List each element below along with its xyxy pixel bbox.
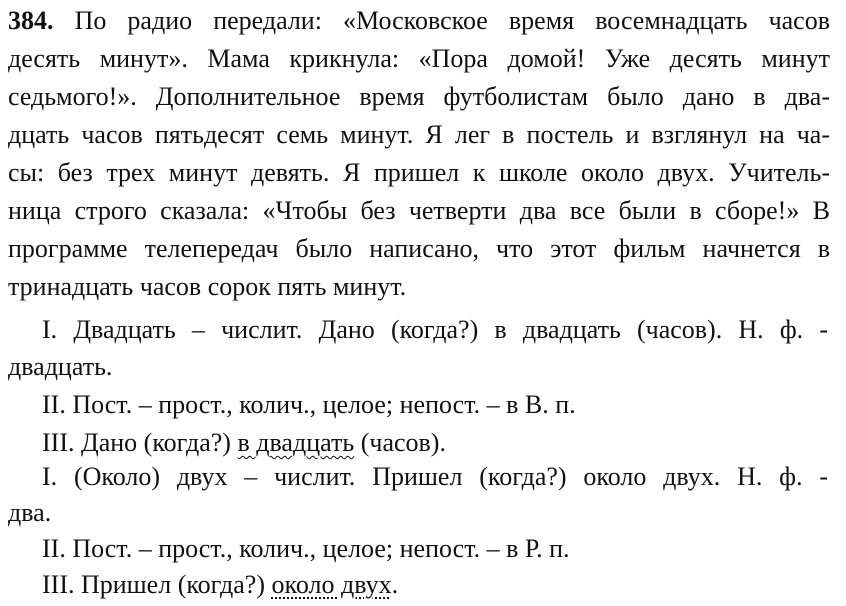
analysis-line: двадцать. <box>8 352 113 381</box>
analysis-line: II. Пост. – прост., колич., целое; непост. – в Р. п. <box>42 534 570 563</box>
analysis-line: II. Пост. – прост., колич., целое; непост. – в В. п. <box>42 390 576 419</box>
exercise-line: ница строго сказала: «Чтобы без четверти два все были в сборе!» В <box>8 196 830 225</box>
analysis-line <box>42 428 446 458</box>
analysis-line: I. (Около) двух – числит. Пришел (когда?) около двух. Н. ф. - <box>42 462 828 491</box>
exercise-line: сы: без трех минут девять. Я пришел к школе около двух. Учитель- <box>8 158 830 187</box>
analysis-line <box>42 570 398 600</box>
adverbial-underline: около двух <box>271 570 392 599</box>
exercise-line: седьмого!». Дополнительное время футболистам было дано в два- <box>8 82 830 111</box>
exercise-number: 384. <box>8 6 54 35</box>
exercise-line: дцать часов пятьдесят семь минут. Я лег в постель и взглянул на ча- <box>8 120 830 149</box>
adverbial-underline: в двадцать <box>237 428 355 457</box>
exercise-line-text: По радио передали: «Московское время восемнадцать часов <box>74 6 830 35</box>
analysis-text: (часов). <box>354 428 446 457</box>
exercise-line: десять минут». Мама крикнула: «Пора домой! Уже десять минут <box>8 44 830 73</box>
analysis-text: III. Пришел (когда?) <box>42 570 272 599</box>
analysis-line: два. <box>8 498 52 527</box>
exercise-line: тринадцать часов сорок пять минут. <box>8 272 407 301</box>
exercise-line: программе телепередач было написано, что этот фильм начнется в <box>8 234 830 263</box>
analysis-line: I. Двадцать – числит. Дано (когда?) в двадцать (часов). Н. ф. - <box>42 315 828 344</box>
analysis-text: . <box>391 570 399 599</box>
analysis-text: III. Дано (когда?) <box>42 428 238 457</box>
exercise-line <box>8 6 830 36</box>
